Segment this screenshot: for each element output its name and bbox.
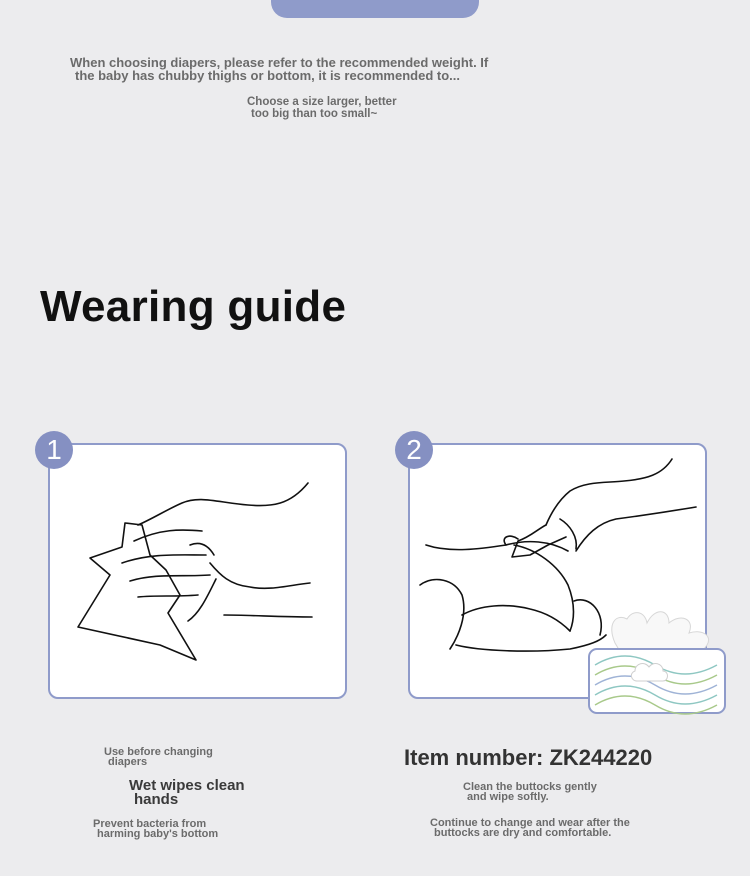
step-1-benefit-line-2: harming baby's bottom xyxy=(97,828,219,840)
step-1-illustration-card xyxy=(48,443,347,699)
step-1-usage-caption xyxy=(104,747,213,767)
step-1-usage-line-1: Use before changing xyxy=(104,746,213,758)
step-1-title-line-1: Wet wipes clean xyxy=(129,777,245,794)
size-line-1: Choose a size larger, better xyxy=(247,96,397,108)
hand-wiping-illustration xyxy=(50,445,345,697)
step-2-badge: 2 xyxy=(395,431,433,469)
step-2-continue-line-1: Continue to change and wear after the xyxy=(430,817,630,829)
wet-wipes-package-icon xyxy=(585,605,730,717)
intro-line-1: When choosing diapers, please refer to the recommended weight. If xyxy=(70,55,489,70)
step-1-usage-line-2: diapers xyxy=(108,756,148,768)
intro-line-2: the baby has chubby thighs or bottom, it is recommended to... xyxy=(75,68,460,83)
item-number-label: Item number: ZK244220 xyxy=(404,745,653,770)
step-1-benefit-caption xyxy=(93,819,218,839)
top-tab-decoration xyxy=(271,0,479,18)
step-1-benefit-line-1: Prevent bacteria from xyxy=(93,818,207,830)
size-advice-text xyxy=(247,97,467,120)
step-1-title xyxy=(129,779,245,807)
size-line-2: too big than too small~ xyxy=(251,107,378,120)
step-2-clean-caption xyxy=(463,782,597,802)
weight-recommendation-text xyxy=(70,56,610,82)
step-2-clean-line-1: Clean the buttocks gently xyxy=(463,781,597,793)
step-2-continue-caption xyxy=(430,818,630,838)
step-2-clean-line-2: and wipe softly. xyxy=(467,791,549,803)
step-1-title-line-2: hands xyxy=(134,791,179,808)
step-1-badge: 1 xyxy=(35,431,73,469)
page-title: Wearing guide xyxy=(40,282,347,331)
step-2-continue-line-2: buttocks are dry and comfortable. xyxy=(434,827,612,839)
